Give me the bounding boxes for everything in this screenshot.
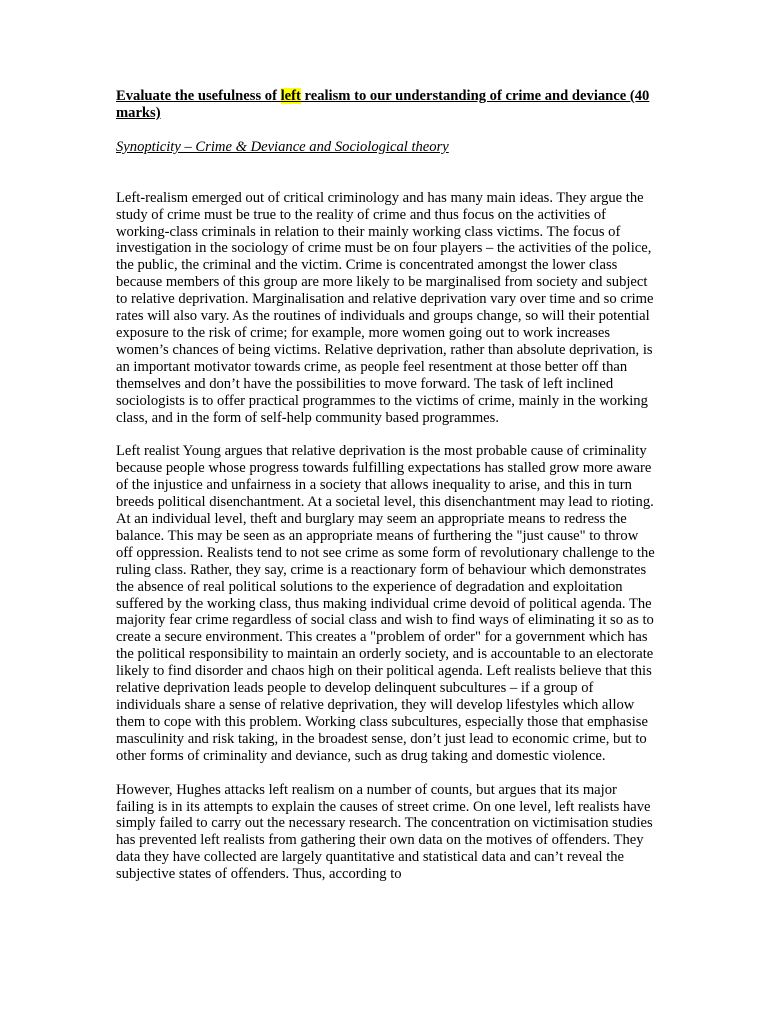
paragraph-2: Left realist Young argues that relative deprivation is the most probable cause of criminality because people whose progress towards fulfilling expectations has stalled grow more aware of the injustice and unfairness in a society that allows inequality to arise, and this in turn breeds political disenchantment. At a societal level, this disenchantment may lead to rioting. At an individual level, theft and burglary may seem an appropriate means to redress the balance. This may be seen as an appropriate means of furthering the "just cause" to throw off oppression. Realists tend to not see crime as some form of revolutionary challenge to the ruling class. Rather, they say, crime is a reactionary form of behaviour which demonstrates the absence of real political solutions to the experience of degradation and exploitation suffered by the working class, thus making individual crime devoid of political agenda. The majority fear crime regardless of social class and wish to find ways of eliminating it so as to create a secure environment. This creates a "problem of order" for a government which has the political responsibility to maintain an orderly society, and is accountable to an electorate likely to find disorder and chaos high on their political agenda. Left realists believe that this relative deprivation leads people to develop delinquent subcultures – if a group of individuals share a sense of relative deprivation, they will develop lifestyles which allow them to cope with this problem. Working class subcultures, especially those that emphasise masculinity and risk taking, in the broadest sense, don’t just lead to economic crime, but to other forms of criminality and deviance, such as drug taking and domestic violence. [116, 443, 655, 764]
document-body [116, 88, 656, 883]
highlighted-word: left [280, 88, 301, 104]
paragraph-3: However, Hughes attacks left realism on a number of counts, but argues that its major failing is in its attempts to explain the causes of street crime. On one level, left realists have simply failed to carry out the necessary research. The concentration on victimisation studies has prevented left realists from gathering their own data on the motives of offenders. They data they have collected are largely quantitative and statistical data and can’t reveal the subjective states of offenders. Thus, according to [116, 781, 653, 883]
essay-title [116, 88, 656, 122]
essay-title-end: realism to our understanding of crime and deviance (40 marks) [116, 88, 650, 121]
essay-title-start: Evaluate the usefulness of [116, 88, 281, 104]
paragraph-1: Left-realism emerged out of critical criminology and has many main ideas. They argue the study of crime must be true to the reality of crime and thus focus on the activities of working-class criminals in relation to their mainly working class victims. The focus of investigation in the sociology of crime must be on four players – the activities of the police, the public, the criminal and the victim. Crime is concentrated amongst the lower class because members of this group are more likely to be marginalised from society and subject to relative deprivation. Marginalisation and relative deprivation vary over time and so crime rates will also vary. As the routines of individuals and groups change, so will their potential exposure to the risk of crime; for example, more women going out to work increases women’s chances of being victims. Relative deprivation, rather than absolute deprivation, is an important motivator towards crime, as people feel resentment at those better off than themselves and don’t have the possibilities to move forward. The task of left inclined sociologists is to offer practical programmes to the victims of crime, mainly in the working class, and in the form of self-help community based programmes. [116, 189, 654, 426]
essay-subtitle: Synopticity – Crime & Deviance and Sociological theory [116, 138, 449, 155]
